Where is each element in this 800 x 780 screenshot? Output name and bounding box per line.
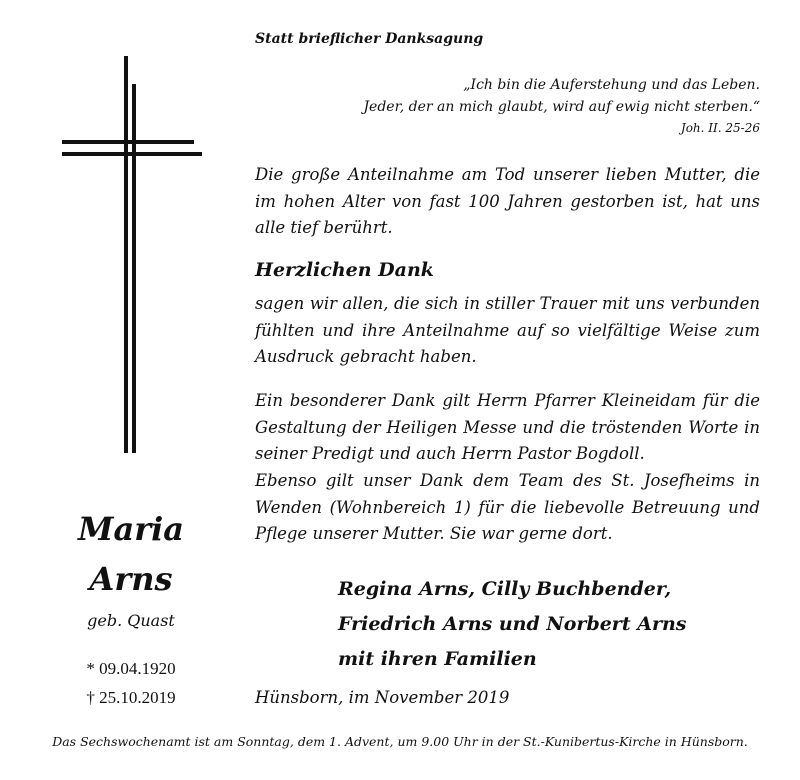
paragraph-care-home: Ebenso gilt unser Dank dem Team des St. Josefheims in Wenden (Wohnbereich 1) für die liebevolle Betreuung und Pflege unserer Mutter. Sie war gerne dort.	[255, 471, 760, 543]
paragraph-thanks: sagen wir allen, die sich in stiller Trauer mit uns verbunden fühlten und ihre Anteilnahme auf so vielfältige Weise zum Ausdruck gebracht haben.	[255, 294, 760, 366]
cross-icon	[60, 56, 205, 456]
notice-title: Statt brieflicher Danksagung	[255, 31, 484, 47]
deceased-last-name: Arns	[89, 560, 173, 598]
family-line-3: mit ihren Familien	[338, 648, 537, 670]
birth-date: * 09.04.1920	[86, 659, 176, 678]
family-line-2: Friedrich Arns und Norbert Arns	[338, 613, 687, 635]
family-line-1: Regina Arns, Cilly Buchbender,	[338, 578, 672, 600]
memorial-mass-note: Das Sechswochenamt ist am Sonntag, dem 1. Advent, um 9.00 Uhr in der St.-Kunibertus-Kirche in Hünsborn.	[52, 734, 748, 749]
place-date: Hünsborn, im November 2019	[255, 688, 510, 707]
family-signature	[338, 572, 686, 677]
death-date: † 25.10.2019	[86, 688, 176, 707]
deceased-first-name: Maria	[78, 510, 184, 548]
paragraph-pastor: Ein besonderer Dank gilt Herrn Pfarrer Kleineidam für die Gestaltung der Heiligen Messe und die tröstenden Worte in seiner Predigt und auch Herrn Pastor Bogdoll.	[255, 391, 760, 463]
maiden-name: geb. Quast	[87, 611, 175, 630]
thanks-heading: Herzlichen Dank	[255, 259, 434, 281]
quote-line-2: Jeder, der an mich glaubt, wird auf ewig nicht sterben.“	[363, 99, 760, 115]
quote-source: Joh. II. 25-26	[680, 121, 760, 135]
quote-line-1: „Ich bin die Auferstehung und das Leben.	[463, 77, 760, 93]
paragraph-sympathy: Die große Anteilnahme am Tod unserer lieben Mutter, die im hohen Alter von fast 100 Jahren gestorben ist, hat uns alle tief berührt.	[255, 165, 760, 237]
